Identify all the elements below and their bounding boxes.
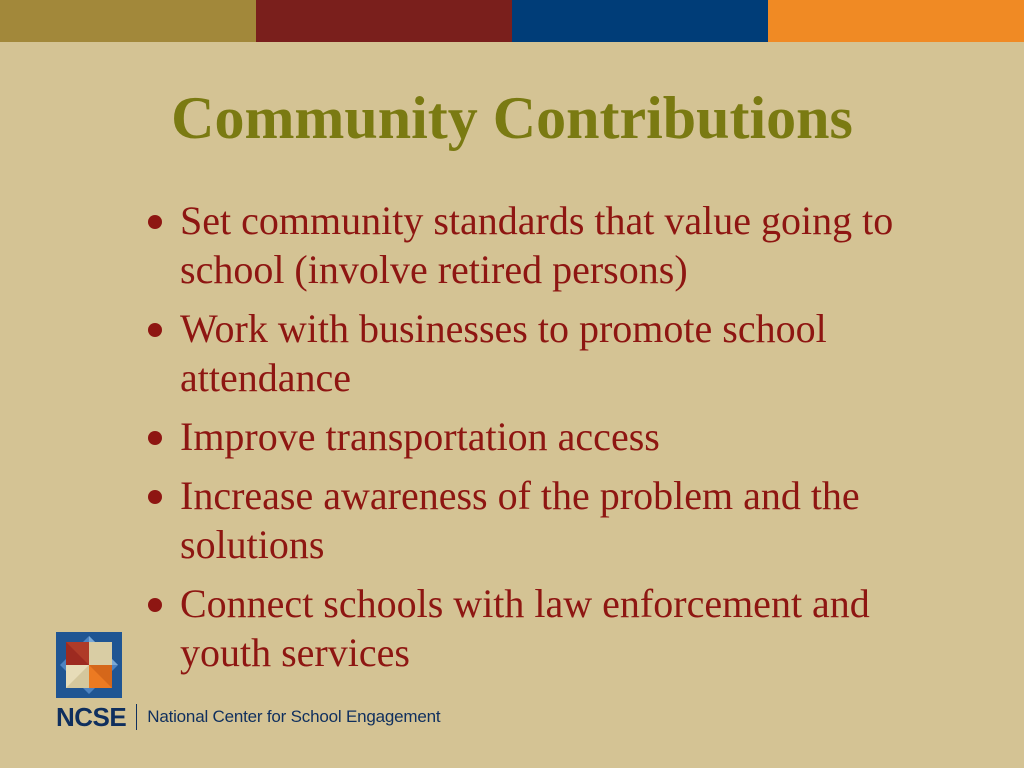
top-bar-maroon-segment	[256, 0, 512, 42]
bullet-item	[148, 412, 968, 461]
bullet-list	[148, 196, 968, 687]
bullet-item	[148, 196, 968, 294]
bullet-text: Work with businesses to promote school attendance	[180, 306, 827, 400]
bullet-dot-icon	[148, 215, 162, 229]
top-bar-gold-segment	[0, 0, 256, 42]
ncse-logo-mark-icon	[56, 632, 122, 698]
bullet-dot-icon	[148, 490, 162, 504]
ncse-logo	[56, 632, 456, 732]
logo-wordmark	[56, 702, 440, 732]
bullet-text: Improve transportation access	[180, 414, 660, 459]
bullet-dot-icon	[148, 598, 162, 612]
bullet-item	[148, 304, 968, 402]
bullet-dot-icon	[148, 323, 162, 337]
bullet-text: Set community standards that value going to school (involve retired persons)	[180, 198, 894, 292]
slide-title: Community Contributions	[171, 85, 853, 151]
logo-divider	[136, 704, 137, 730]
top-color-bar	[0, 0, 1024, 42]
logo-acronym: NCSE	[56, 701, 127, 732]
logo-full-name: National Center for School Engagement	[147, 707, 441, 726]
top-bar-orange-segment	[768, 0, 1024, 42]
bullet-item	[148, 471, 968, 569]
bullet-dot-icon	[148, 431, 162, 445]
bullet-text: Increase awareness of the problem and the solutions	[180, 473, 860, 567]
bullet-text: Connect schools with law enforcement and youth services	[180, 581, 870, 675]
top-bar-navy-segment	[512, 0, 768, 42]
